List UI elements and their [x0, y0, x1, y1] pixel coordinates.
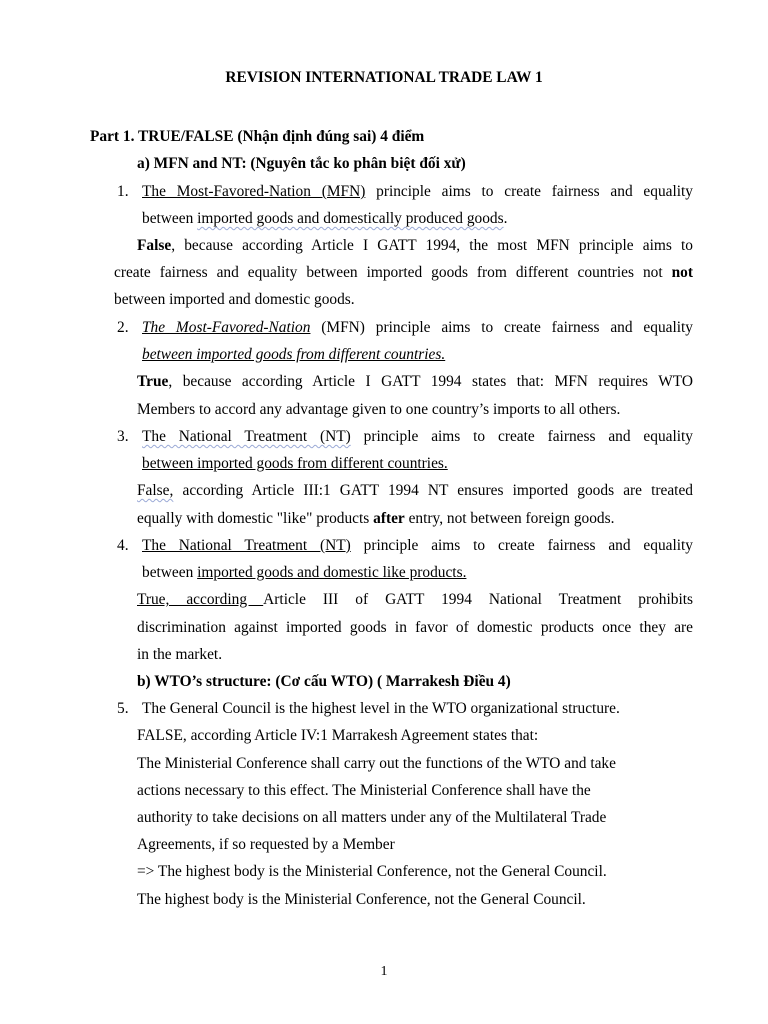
q4-subject: The National Treatment (NT) [142, 537, 351, 554]
q2-statement-line1 [142, 318, 693, 338]
q5-answer-line4: authority to take decisions on all matters under any of the Multilateral Trade [137, 809, 607, 826]
section-b-heading: b) WTO’s structure: (Cơ cấu WTO) ( Marrakesh Điều 4) [137, 673, 511, 690]
q3-answer-text: according Article III:1 GATT 1994 NT ensures imported goods are treated [173, 482, 693, 499]
q1-statement-line1 [142, 182, 693, 202]
q5-number: 5. [117, 700, 129, 717]
q3-answer-verdict: False, [137, 482, 174, 499]
q2-subject: The Most-Favored-Nation [142, 319, 311, 336]
q1-line2-underlined: imported goods and domestically produced goods [197, 210, 504, 227]
q1-answer-line3: between imported and domestic goods. [114, 291, 355, 308]
q3-answer-text2: equally with domestic "like" products [137, 510, 374, 527]
document-title: REVISION INTERNATIONAL TRADE LAW 1 [225, 69, 543, 86]
q5-answer-line7: The highest body is the Ministerial Conference, not the General Council. [137, 891, 586, 908]
q3-statement-line2: between imported goods from different countries. [142, 455, 448, 472]
q3-answer-after: after [373, 510, 405, 527]
q1-line2-end: . [503, 210, 508, 227]
q1-line2-lead: between [142, 210, 198, 227]
q1-answer-text: , because according Article I GATT 1994, the most MFN principle aims to [171, 237, 693, 254]
q4-number: 4. [117, 537, 129, 554]
q5-answer-line2: The Ministerial Conference shall carry out the functions of the WTO and take [137, 755, 616, 772]
q1-subject: The Most-Favored-Nation (MFN) [142, 183, 366, 200]
q5-answer-line1: FALSE, according Article IV:1 Marrakesh Agreement states that: [137, 727, 539, 744]
section-a-heading: a) MFN and NT: (Nguyên tắc ko phân biệt đối xử) [137, 155, 466, 172]
q4-statement-line1 [142, 536, 693, 556]
part1-heading: Part 1. TRUE/FALSE (Nhận định đúng sai) 4 điểm [90, 128, 425, 145]
q3-statement-line1 [142, 427, 693, 447]
q2-statement-line2: between imported goods from different countries. [142, 346, 446, 363]
q2-answer-verdict: True [137, 373, 169, 390]
q3-answer-text3: entry, not between foreign goods. [404, 510, 615, 527]
q3-statement-text: principle aims to create fairness and equality [350, 428, 694, 445]
q2-statement-text: (MFN) principle aims to create fairness and equality [310, 319, 693, 336]
q4-answer-text: Article III of GATT 1994 National Treatment prohibits [263, 591, 693, 608]
q1-answer-line2 [114, 263, 693, 283]
q5-answer-line3: actions necessary to this effect. The Ministerial Conference shall have the [137, 782, 591, 799]
q4-answer-line2: discrimination against imported goods in favor of domestic products once they are [137, 619, 693, 636]
q3-answer-line2 [137, 509, 614, 529]
q2-answer-line2: Members to accord any advantage given to one country’s imports to all others. [137, 401, 621, 418]
q3-subject: The National Treatment (NT) [142, 428, 351, 445]
q1-number: 1. [117, 183, 129, 200]
q2-number: 2. [117, 319, 129, 336]
q1-answer-not: not [671, 264, 693, 281]
q1-answer-text2: create fairness and equality between imported goods from different countries not [114, 264, 672, 281]
q4-statement-line2 [142, 563, 466, 583]
page-number: 1 [380, 964, 388, 979]
q1-statement-text: principle aims to create fairness and equality [365, 183, 694, 200]
q4-line2-underlined: imported goods and domestic like products. [197, 564, 467, 581]
q5-answer-line5: Agreements, if so requested by a Member [137, 836, 395, 853]
q4-answer-verdict: True, according [137, 591, 264, 608]
q4-answer-line3: in the market. [137, 646, 223, 663]
q5-statement: The General Council is the highest level in the WTO organizational structure. [142, 700, 620, 717]
q4-answer-line1 [137, 590, 693, 610]
q4-line2-lead: between [142, 564, 198, 581]
q1-statement-line2 [142, 209, 507, 229]
q2-answer-line1 [137, 372, 693, 392]
q3-answer-line1 [137, 481, 693, 501]
q1-answer-verdict: False [137, 237, 172, 254]
q4-statement-text: principle aims to create fairness and equality [350, 537, 694, 554]
q3-number: 3. [117, 428, 129, 445]
q2-answer-text: , because according Article I GATT 1994 states that: MFN requires WTO [168, 373, 693, 390]
q5-answer-line6: => The highest body is the Ministerial Conference, not the General Council. [137, 863, 607, 880]
q1-answer-line1 [137, 236, 693, 256]
